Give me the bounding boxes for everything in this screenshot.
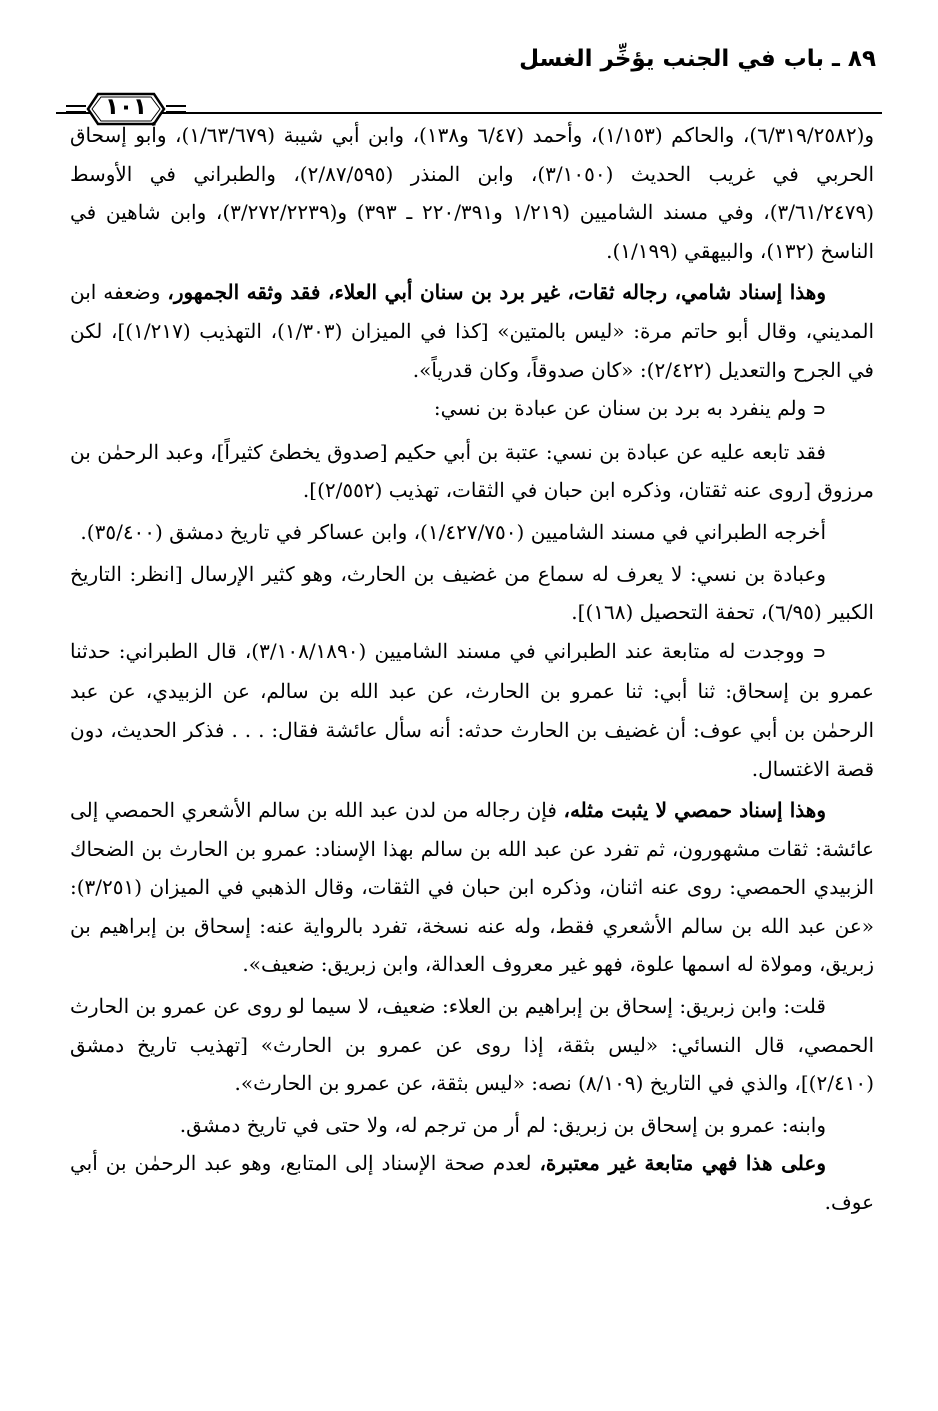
paragraph-takhrij — [70, 513, 874, 552]
paragraph-lead: وهذا إسناد شامي، رجاله ثقات، غير برد بن سنان أبي العلاء، فقد وثقه الجمهور، — [167, 280, 826, 305]
paragraph-isnad-shami — [70, 273, 874, 389]
paragraph-citations — [70, 116, 874, 270]
main-text — [70, 116, 874, 1222]
paragraph-qultu — [70, 987, 874, 1103]
paragraph-ibnuhu — [70, 1106, 874, 1145]
paragraph-text: فإن رجاله من لدن عبد الله بن سالم الأشعري الحمصي إلى عائشة: ثقات مشهورون، ثم تفرد عن عبد الله بن سالم بهذا الإسناد: عمرو بن الحارث بن الضحاك الزبيدي الحمصي: روى عنه اثنان، وذكره ابن حبان في الثقات، وقال الذهبي في الميزان (٣/٢٥١): «عن عبد الله بن سالم الأشعري فقط، وله عنه نسخة، تفرد بالرواية عنه: إسحاق بن إبراهيم بن زبريق، ومولاة له اسمها علوة، فهو غير معروف العدالة، وابن زبريق: ضعيف». — [70, 798, 874, 977]
bullet-icon: ⊂ — [812, 400, 826, 420]
page-number: ١٠١ — [104, 94, 148, 120]
paragraph-isnad-himsi — [70, 791, 874, 984]
paragraph-text: ولم ينفرد به برد بن سنان عن عبادة بن نسي: — [433, 396, 813, 421]
paragraph-lead: وعلى هذا فهي متابعة غير معتبرة، — [539, 1151, 826, 1176]
paragraph-text: وابنه: عمرو بن إسحاق بن زبريق: لم أر من ترجم له، ولا حتى في تاريخ دمشق. — [179, 1112, 826, 1137]
paragraph-text: و(٦/٣١٩/٢٥٨٢)، والحاكم (١/١٥٣)، وأحمد (٦/٤٧ و١٣٨)، وابن أبي شيبة (١/٦٣/٦٧٩)، وأبو إسحاق الحربي في غريب الحديث (٣/١٠٥٠)، وابن المنذر (٢/٨٧/٥٩٥)، والطبراني في الأوسط (٣/٦١/٢٤٧٩)، وفي مسند الشاميين (١/٢١٩ و٢٢٠/٣٩١ ـ ٣٩٣) و(٣/٢٧٢/٢٢٣٩)، وابن شاهين في الناسخ (١٣٢)، والبيهقي (١/١٩٩). — [70, 123, 875, 263]
paragraph-followers — [70, 433, 874, 510]
paragraph-lead: وهذا إسناد حمصي لا يثبت مثله، — [563, 798, 826, 823]
bullet-icon: ⊂ — [812, 642, 826, 662]
paragraph-text: وعبادة بن نسي: لا يعرف له سماع من غضيف بن الحارث، وهو كثير الإرسال [انظر: التاريخ الكبير (٦/٩٥)، تحفة التحصيل (١٦٨)]. — [70, 561, 874, 625]
paragraph-text: ووجدت له متابعة عند الطبراني في مسند الشاميين (٣/١٠٨/١٨٩٠)، قال الطبراني: حدثنا عمرو بن إسحاق: ثنا أبي: ثنا عمرو بن الحارث، عن عبد الله بن سالم، عن الزبيدي، عن عبد الرحمٰن بن أبي عوف: أن غضيف بن الحارث حدثه: أنه سأل عائشة فقال: . . . فذكر الحديث، دون قصة الاغتسال. — [70, 638, 874, 781]
paragraph-ubada — [70, 555, 874, 632]
running-title: ٨٩ ـ باب في الجنب يؤخِّر الغسل — [519, 46, 876, 72]
paragraph-text: فقد تابعه عليه عن عبادة بن نسي: عتبة بن أبي حكيم [صدوق يخطئ كثيراً]، وعبد الرحمٰن بن مرزوق [روى عنه ثقتان، وذكره ابن حبان في الثقات، تهذيب (٢/٥٥٢)]. — [70, 439, 874, 503]
page-header — [56, 28, 882, 120]
paragraph-conclusion — [70, 1144, 874, 1221]
paragraph-mutabaa — [70, 632, 874, 788]
paragraph-not-alone — [70, 389, 874, 430]
paragraph-text: أخرجه الطبراني في مسند الشاميين (١/٤٢٧/٧٥٠)، وابن عساكر في تاريخ دمشق (٣٥/٤٠٠). — [80, 519, 826, 544]
paragraph-text: قلت: وابن زبريق: إسحاق بن إبراهيم بن العلاء: ضعيف، لا سيما لو روى عن عمرو بن الحارث الحمصي، قال النسائي: «ليس بثقة، إذا روى عن عمرو بن الحارث» [تهذيب تاريخ دمشق (٢/٤١٠)]، والذي في التاريخ (٨/١٠٩) نصه: «ليس بثقة، عن عمرو بن الحارث». — [70, 994, 874, 1096]
paragraph-text: لعدم صحة الإسناد إلى المتابع، وهو عبد الرحمٰن بن أبي عوف. — [70, 1151, 874, 1215]
paragraph-text: وضعفه ابن المديني، وقال أبو حاتم مرة: «ليس بالمتين» [كذا في الميزان (١/٣٠٣)، التهذيب (١/٢١٧)]، لكن في الجرح والتعديل (٢/٤٢٢): «كان صدوقاً، وكان قدرياً». — [70, 280, 875, 382]
